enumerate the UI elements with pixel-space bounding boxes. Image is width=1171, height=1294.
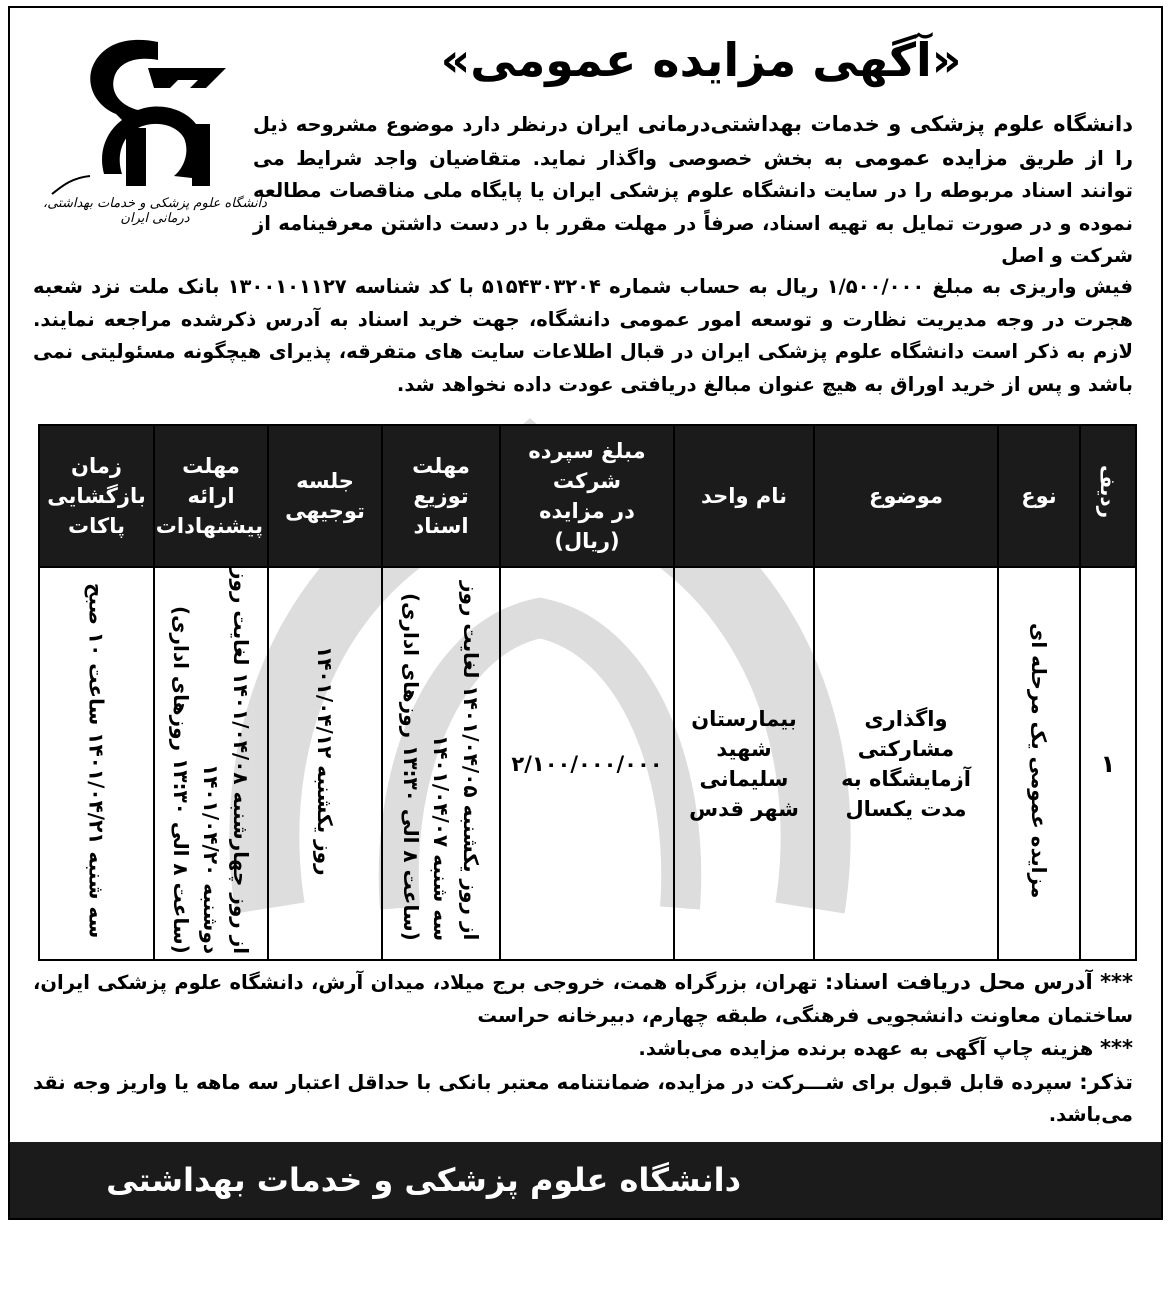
cell-row-number: ۱ [1080, 567, 1136, 960]
footer-notes [33, 966, 1133, 1132]
header-opening-l3: پاکات [68, 514, 125, 538]
cell-briefing [268, 567, 382, 960]
cell-proposal [154, 567, 268, 960]
auction-table [38, 424, 1137, 961]
notice-title: «آگهی مزایده عمومی» [440, 33, 962, 87]
university-logo [30, 28, 280, 238]
cost-note [33, 1032, 1133, 1066]
intro-paragraph [253, 108, 1133, 273]
org-name: دانشگاه علوم پزشکی و خدمات بهداشتی‌درمانی ایران [575, 112, 1133, 136]
cell-subject-l3: آزمایشگاه به [841, 766, 971, 791]
stars-marker-2: *** [1100, 1036, 1133, 1060]
note-text: سپرده قابل قبول برای شـــرکت در مزایده، ضمانتنامه معتبر بانکی با حداقل اعتبار سه ماهه یا واریز وجه نقد می‌باشد. [33, 1070, 1133, 1126]
header-briefing-l2: توجیهی [285, 499, 365, 523]
header-subject: موضوع [814, 425, 998, 567]
header-distribution-l3: اسناد [413, 514, 469, 538]
intro-text-1: درنظر دارد موضوع مشروحه ذیل را از طریق [253, 113, 1133, 170]
reminder-note [33, 1066, 1133, 1132]
header-briefing-l1: جلسه [296, 469, 354, 493]
address-note [33, 966, 1133, 1032]
header-opening [39, 425, 154, 567]
header-proposal-l1: مهلت ارائه [182, 454, 240, 508]
cell-subject [814, 567, 998, 960]
bottom-banner: دانشگاه علوم پزشکی و خدمات بهداشتی درمانی ایران [10, 1142, 1161, 1218]
header-deposit-l4: (ریال) [554, 529, 620, 553]
header-proposal [154, 425, 268, 567]
header-deposit-l3: در مزایده [539, 499, 635, 523]
cell-unit [674, 567, 814, 960]
cell-briefing-l1: روز یکشنبه ۱۴۰۱/۰۴/۱۲ [313, 646, 337, 876]
header-opening-l1: زمان [71, 454, 122, 478]
intro-text-2: به بخش خصوصی واگذار نماید. متقاضیان واجد شرایط می توانند اسناد مربوطه را در سایت دانشگاه علوم پزشکی ایران یا پایگاه ملی مناقصات مطالعه نموده و در صورت تمایل به تهیه اسناد، صرفاً در مهلت مقرر با در دست داشتن معرفینامه از شرکت و اصل [253, 146, 1133, 267]
header-distribution-l1: مهلت [412, 454, 470, 478]
cell-distribution [382, 567, 500, 960]
address-label: آدرس محل دریافت اسناد: [824, 970, 1093, 994]
auction-notice [8, 6, 1163, 1275]
table-header-row [39, 425, 1136, 567]
header-unit: نام واحد [674, 425, 814, 567]
logo-caption: دانشگاه علوم پزشکی و خدمات بهداشتی، درمانی ایران [43, 196, 267, 226]
cell-type [998, 567, 1080, 960]
header-deposit-l1: مبلغ سپرده [528, 439, 646, 463]
logo-emblem-icon [30, 28, 280, 196]
cell-proposal-l3: (ساعت ۸ الی ۱۳:۳۰ روزهای اداری) [169, 606, 193, 955]
header-briefing [268, 425, 382, 567]
cell-unit-l3: سلیمانی [699, 766, 789, 791]
header-deposit-l2: شرکت [552, 469, 622, 493]
cell-distribution-l3: (ساعت ۸ الی ۱۳:۳۰ روزهای اداری) [399, 592, 423, 941]
cell-type-text: مزایده عمومی یک مرحله ای [1027, 623, 1051, 899]
cell-unit-l1: بیمارستان [691, 706, 797, 731]
cell-proposal-l1: از روز چهارشنبه ۱۴۰۱/۰۴/۰۸ لغایت روز [229, 568, 253, 955]
cell-opening-text: سه شنبه ۱۴۰۱/۰۴/۲۱ ساعت ۱۰ صبح [84, 583, 109, 939]
cell-unit-l2: شهید [716, 736, 772, 761]
note-label: تذکر: [1079, 1069, 1133, 1094]
cell-unit-l4: شهر قدس [689, 796, 799, 821]
table-row [39, 567, 1136, 960]
cell-distribution-l2: سه شنبه ۱۴۰۱/۰۴/۰۷ [429, 734, 453, 941]
header-opening-l2: بازگشایی [47, 484, 146, 508]
cell-deposit: ۲/۱۰۰/۰۰۰/۰۰۰ [500, 567, 674, 960]
cell-subject-l4: مدت یکسال [845, 796, 967, 821]
cell-subject-l2: مشارکتی [857, 736, 955, 761]
header-distribution-l2: توزیع [413, 484, 469, 508]
cell-proposal-l2: دوشنبه ۱۴۰۱/۰۴/۲۰ [199, 764, 223, 955]
intro-paragraph-continued [33, 271, 1133, 401]
auction-term: مزایده عمومی [854, 145, 1008, 170]
header-deposit [500, 425, 674, 567]
header-distribution [382, 425, 500, 567]
cell-distribution-l1: از روز یکشنبه ۱۴۰۱/۰۴/۰۵ لغایت روز [459, 581, 483, 941]
address-text: تهران، بزرگراه همت، خروجی برج میلاد، میدان آرش، دانشگاه علوم پزشکی ایران، ساختمان معاونت دانشجویی فرهنگی، طبقه چهارم، دبیرخانه حراست [33, 971, 1133, 1027]
header-type: نوع [998, 425, 1080, 567]
header-proposal-l2: پیشنهادات [155, 514, 263, 538]
header-row-number-label: ردیف [1096, 465, 1120, 519]
stars-marker: *** [1100, 970, 1134, 994]
header-row-number [1080, 425, 1136, 567]
cell-opening [39, 567, 154, 960]
intro-text-3: فیش واریزی به مبلغ ۱/۵۰۰/۰۰۰ ریال به حساب شماره ۵۱۵۴۳۰۳۲۰۴ با کد شناسه ۱۳۰۰۱۰۱۱۲۷ بانک ملت نزد شعبه هجرت در وجه مدیریت نظارت و توسعه امور عمومی دانشگاه، جهت خرید اسناد به آدرس ذکرشده مراجعه نمایند. لازم به ذکر است دانشگاه علوم پزشکی ایران در قبال اطلاعات سایت های متفرقه، پذیرای هیچگونه مسئولیتی نمی باشد و پس از خرید اوراق به هیچ عنوان مبالغ دریافتی عودت داده نخواهد شد. [33, 275, 1133, 396]
cost-text: هزینه چاپ آگهی به عهده برنده مزایده می‌باشد. [638, 1037, 1101, 1060]
cell-subject-l1: واگذاری [864, 706, 948, 731]
